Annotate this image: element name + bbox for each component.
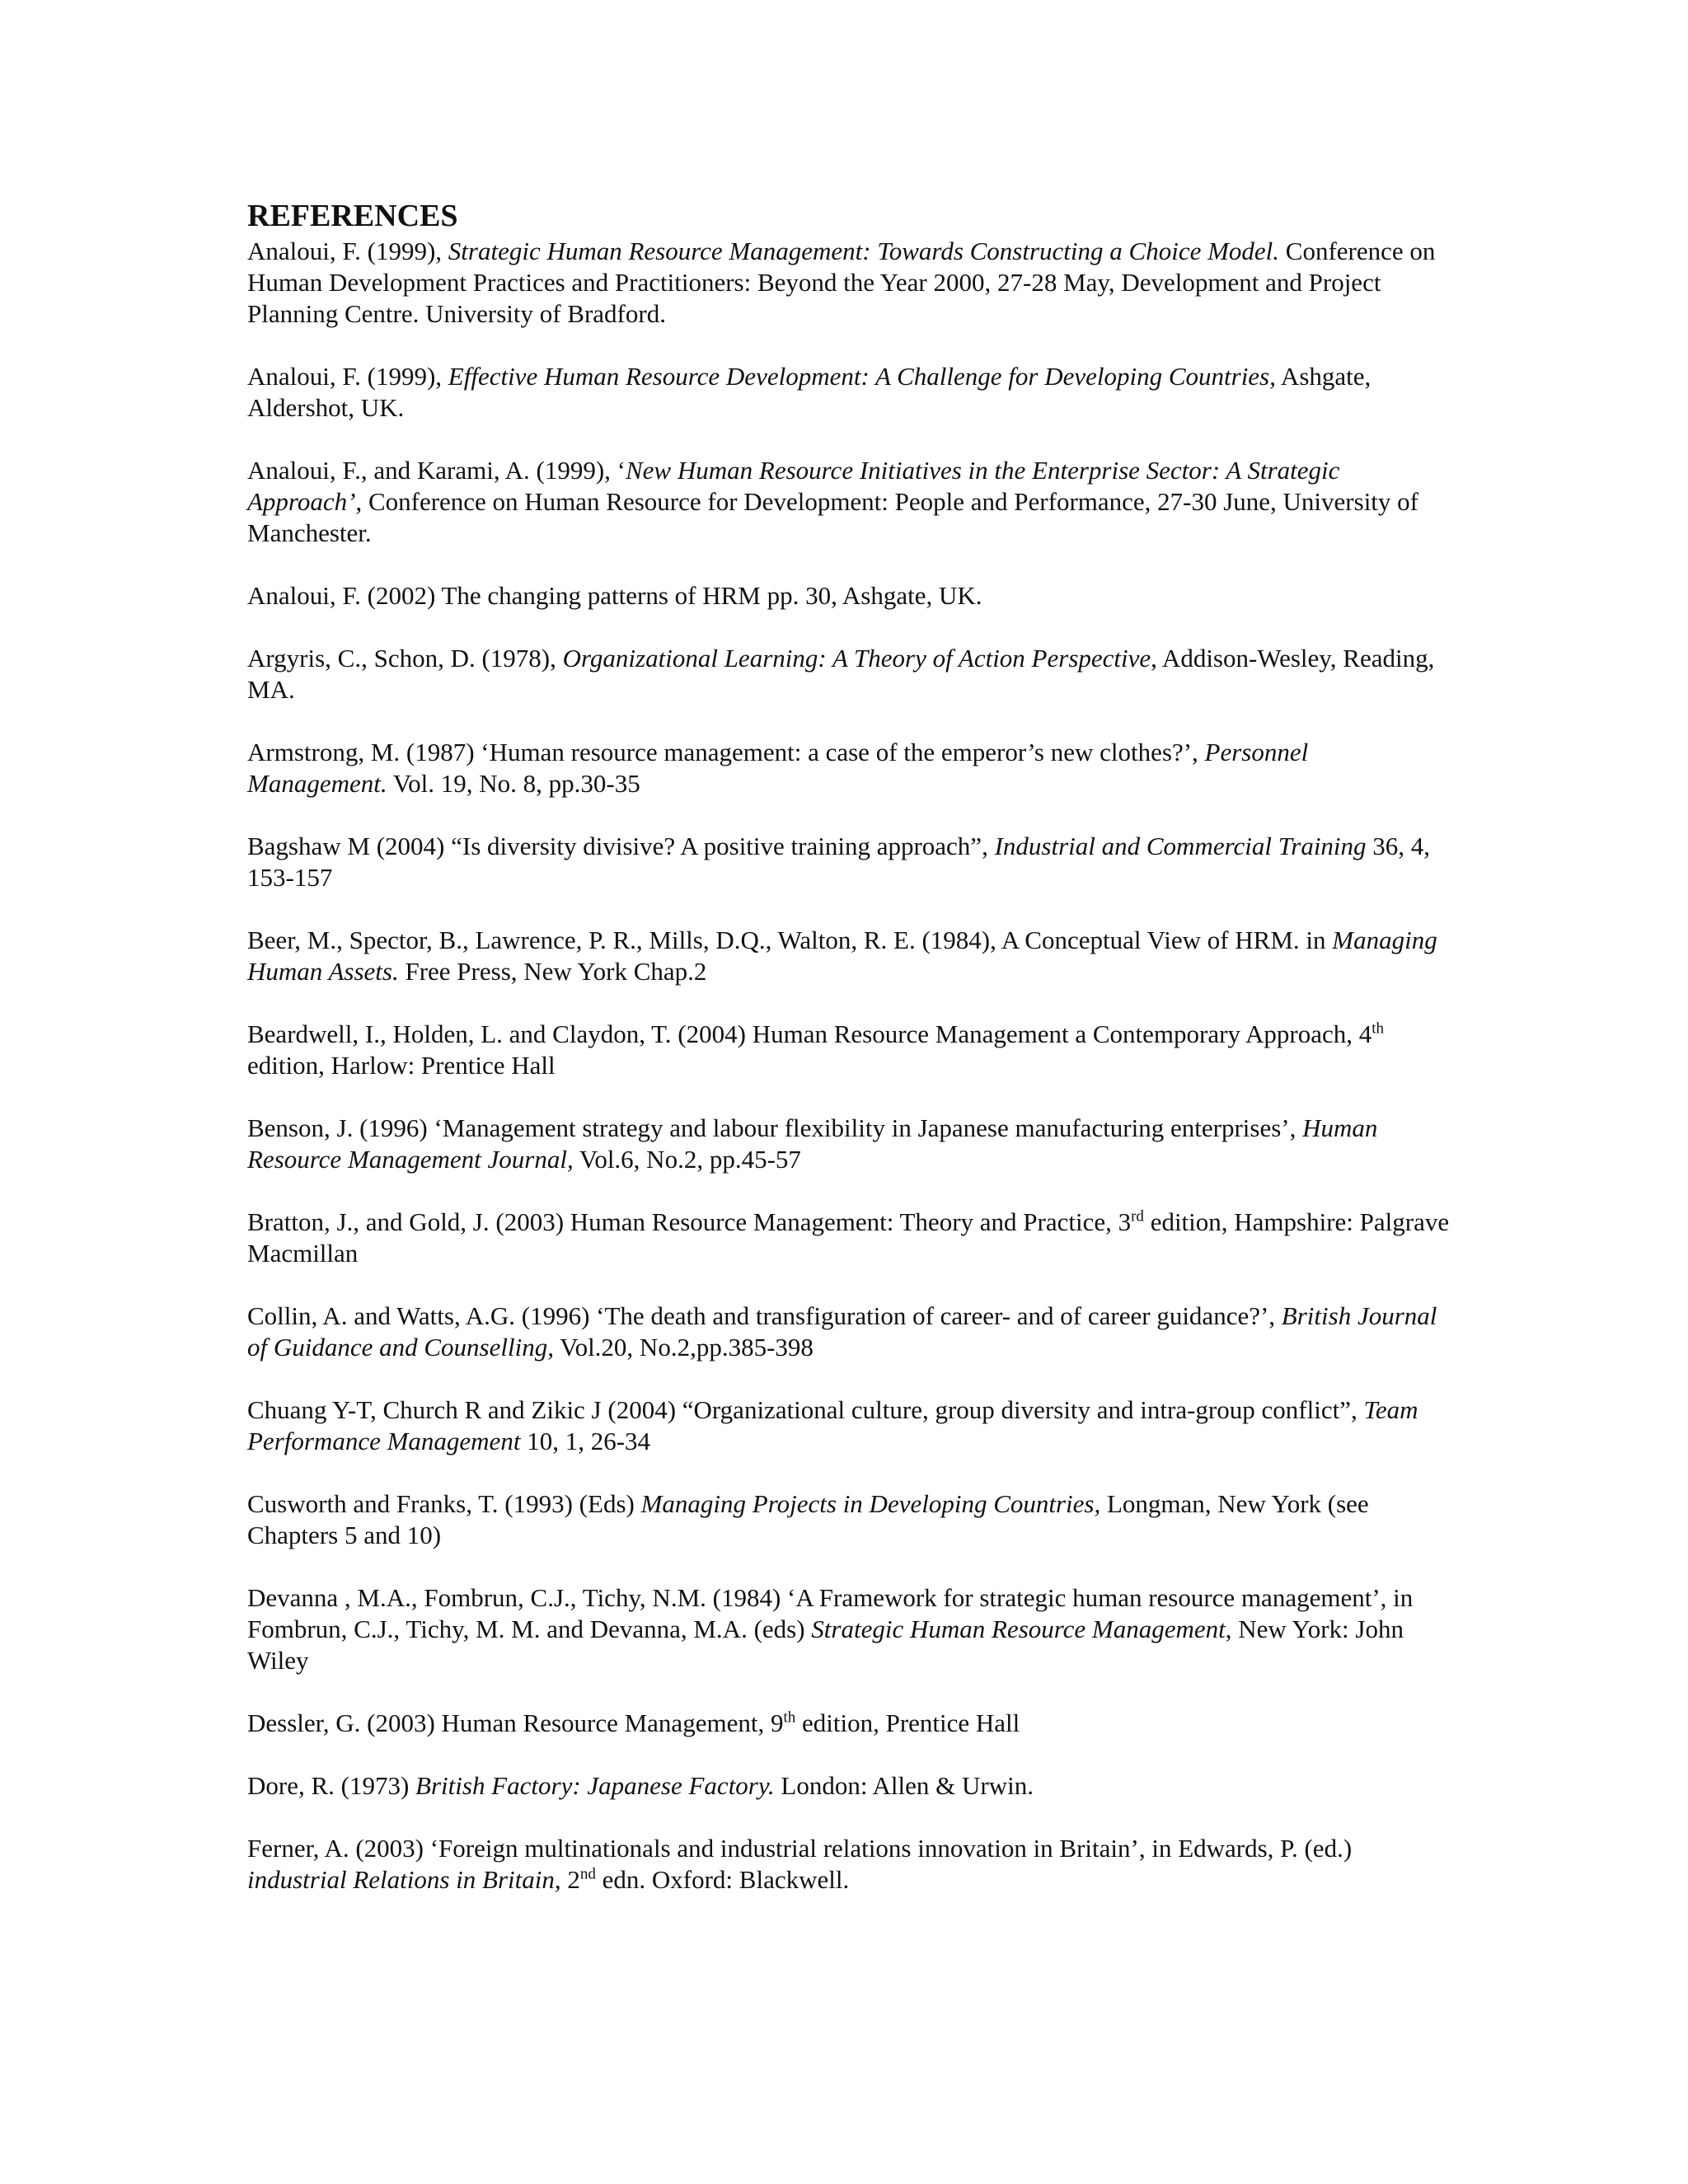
reference-text: Benson, J. (1996) ‘Management strategy and labour flexibility in Japanese manufacturing enterprises’, [247,1113,1303,1142]
reference-text: Analoui, F. (1999), [247,237,448,265]
reference-text: Armstrong, M. (1987) ‘Human resource management: a case of the emperor’s new clothes?’, [247,738,1205,766]
reference-italic-text: British Factory: Japanese Factory. [415,1771,775,1800]
reference-entry [247,737,1451,799]
reference-entry [247,925,1451,987]
reference-text: Beer, M., Spector, B., Lawrence, P. R., Mills, D.Q., Walton, R. E. (1984), A Conceptual View of HRM. in [247,926,1333,954]
reference-text: Ferner, A. (2003) ‘Foreign multinationals and industrial relations innovation in Britain’, in Edwards, P. (ed.) [247,1834,1353,1863]
reference-italic-text: Team Performance Management [247,1395,1418,1455]
reference-italic-text: Managing Human Assets. [247,926,1437,986]
reference-entry [247,1019,1451,1081]
reference-entry [247,580,1451,612]
reference-italic-text: Industrial and Commercial Training [994,832,1367,860]
reference-text: Beardwell, I., Holden, L. and Claydon, T. (2004) Human Resource Management a Contemporary Approach, 4 [247,1019,1372,1048]
reference-italic-text: Effective Human Resource Development: A Challenge for Developing Countries, [448,362,1276,391]
reference-superscript: rd [1131,1207,1144,1226]
reference-entry [247,643,1451,705]
reference-italic-text: Strategic Human Resource Management [811,1615,1226,1643]
reference-text: Bagshaw M (2004) “Is diversity divisive? A positive training approach”, [247,832,995,860]
reference-entry [247,1582,1451,1676]
reference-text: , New York: John Wiley [247,1615,1404,1675]
reference-text: Cusworth and Franks, T. (1993) (Eds) [247,1489,641,1518]
reference-text: London: Allen & Urwin. [774,1771,1034,1800]
reference-superscript: th [1372,1019,1384,1038]
reference-text: 36, 4, 153-157 [247,832,1431,892]
reference-superscript: th [783,1708,796,1727]
reference-entry [247,1770,1451,1802]
reference-text: Chuang Y-T, Church R and Zikic J (2004) “Organizational culture, group diversity and intra-group conflict”, [247,1395,1364,1424]
reference-entry [247,831,1451,893]
reference-text: Longman, New York (see Chapters 5 and 10) [247,1489,1369,1549]
reference-entry [247,236,1451,330]
reference-text: Free Press, New York Chap.2 [398,957,707,986]
reference-text: Dore, R. (1973) [247,1771,416,1800]
reference-entry [247,1394,1451,1457]
reference-text: Devanna , M.A., Fombrun, C.J., Tichy, N.M. (1984) ‘A Framework for strategic human resource management’, in Fombrun, C.J., Tichy, M. M. and Devanna, M.A. (eds) [247,1583,1414,1643]
reference-text: Collin, A. and Watts, A.G. (1996) ‘The death and transfiguration of career- and of career guidance?’, [247,1301,1282,1330]
reference-text: edition, Harlow: Prentice Hall [247,1051,556,1080]
reference-text: Ashgate, Aldershot, UK. [247,362,1372,422]
reference-text: Bratton, J., and Gold, J. (2003) Human Resource Management: Theory and Practice, 3 [247,1207,1132,1236]
reference-italic-text: Human Resource Management Journal, [247,1113,1378,1174]
reference-italic-text: British Journal of Guidance and Counselling, [247,1301,1437,1361]
reference-text: edition, Hampshire: Palgrave Macmillan [247,1207,1450,1268]
reference-text: , Addison-Wesley, Reading, MA. [247,644,1435,704]
reference-text: Conference on Human Development Practices and Practitioners: Beyond the Year 2000, 27-28 May, Development and Project Planning Centre. University of Bradford. [247,237,1436,328]
reference-text: Vol.20, No.2,pp.385-398 [553,1333,814,1361]
references-heading: REFERENCES [247,199,458,233]
reference-entry [247,1833,1451,1896]
document-page [247,196,1451,1927]
reference-italic-text: Strategic Human Resource Management: Towards Constructing a Choice Model. [448,237,1280,265]
reference-text: 10, 1, 26-34 [520,1427,651,1455]
reference-text: edition, Prentice Hall [795,1708,1020,1737]
reference-entry [247,455,1451,549]
reference-text: Vol. 19, No. 8, pp.30-35 [387,769,640,798]
reference-entry [247,1488,1451,1551]
reference-italic-text: Managing Projects in Developing Countries, [640,1489,1101,1518]
reference-entry [247,1207,1451,1269]
reference-text: Dessler, G. (2003) Human Resource Management, 9 [247,1708,784,1737]
reference-italic-text: New Human Resource Initiatives in the Enterprise Sector: A Strategic Approach’, [247,456,1340,516]
reference-entry [247,1301,1451,1363]
reference-text: Vol.6, No.2, pp.45-57 [573,1145,801,1174]
reference-text: Analoui, F., and Karami, A. (1999), ‘ [247,456,626,485]
reference-entry [247,361,1451,424]
reference-text: Conference on Human Resource for Development: People and Performance, 27-30 June, University of Manchester. [247,487,1418,547]
reference-text: Analoui, F. (2002) The changing patterns of HRM pp. 30, Ashgate, UK. [247,581,982,610]
reference-text: edn. Oxford: Blackwell. [595,1865,850,1894]
reference-italic-text: industrial Relations in Britain, [247,1865,561,1894]
reference-entry [247,1113,1451,1175]
reference-entry [247,1708,1451,1739]
reference-list [247,236,1451,1896]
reference-superscript: nd [579,1865,596,1883]
reference-text: 2 [560,1865,580,1894]
reference-text: Analoui, F. (1999), [247,362,448,391]
reference-italic-text: Organizational Learning: A Theory of Action Perspective [562,644,1151,673]
reference-italic-text: Personnel Management. [247,738,1309,798]
reference-text: Argyris, C., Schon, D. (1978), [247,644,563,673]
